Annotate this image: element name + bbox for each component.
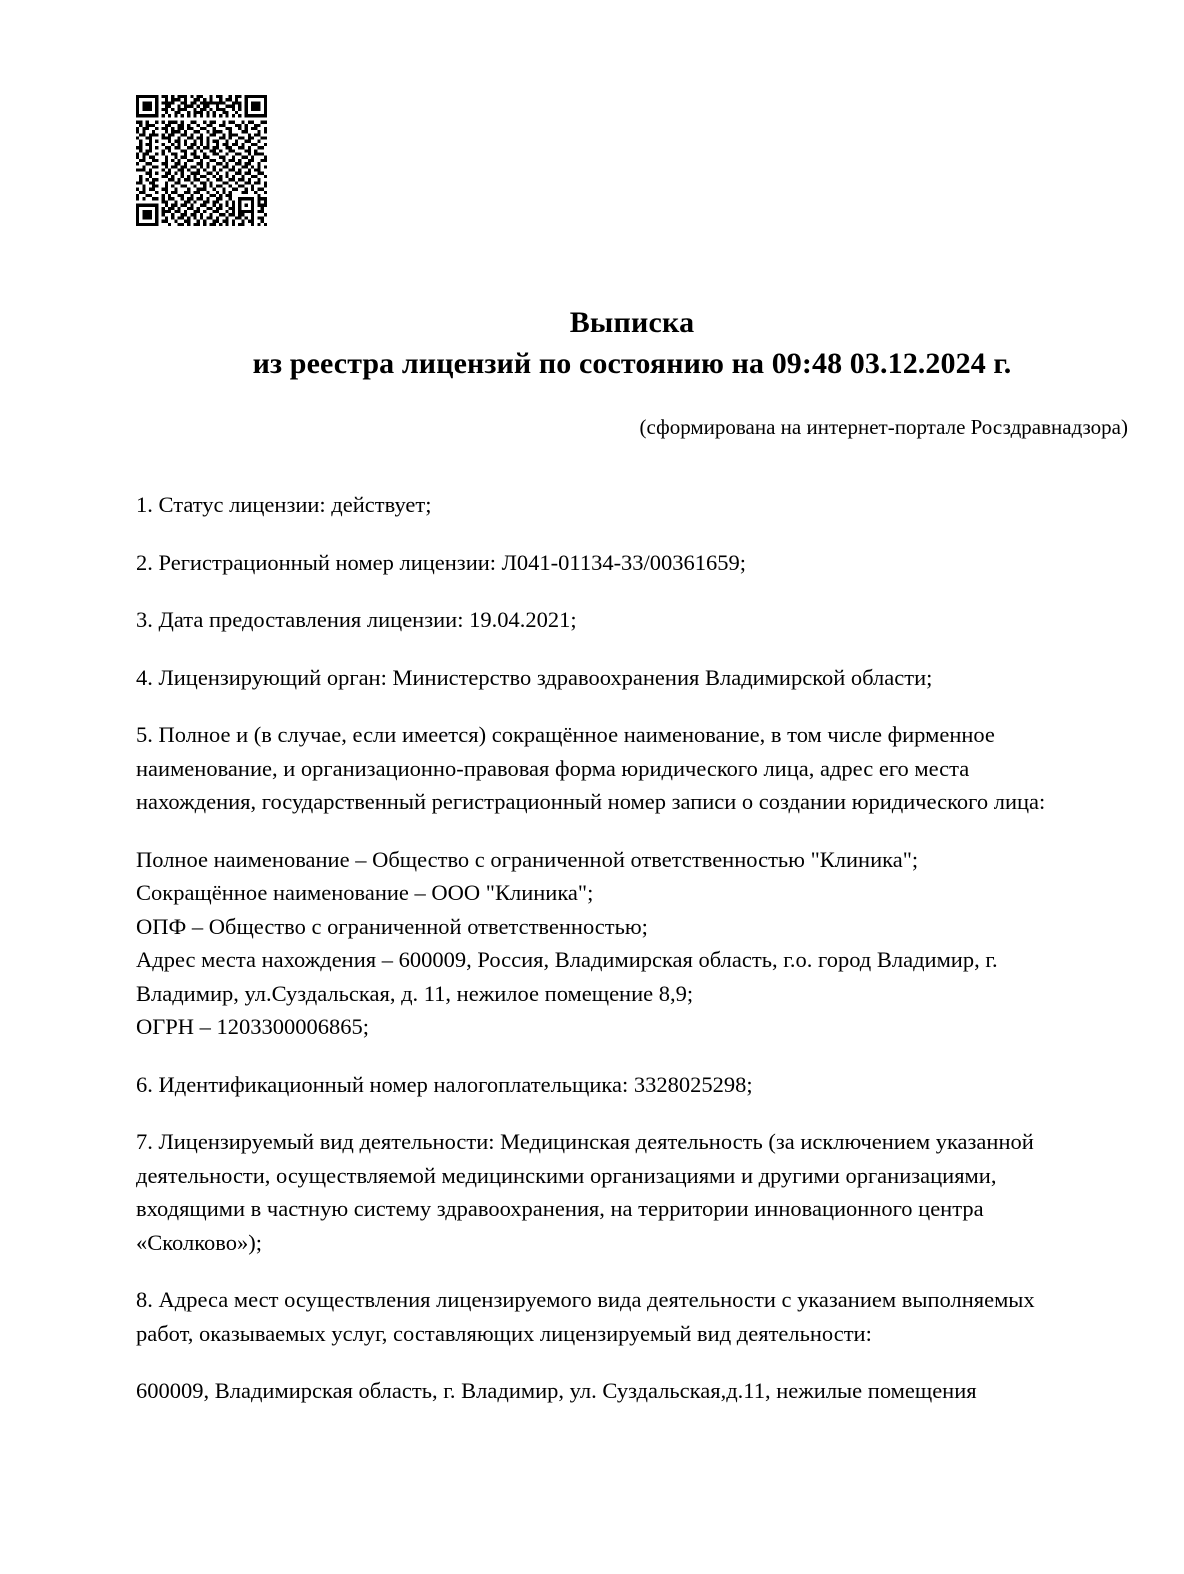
title-line-1: Выписка bbox=[569, 306, 695, 339]
document-body bbox=[136, 488, 1093, 1408]
activity-address-line: 600009, Владимирская область, г. Владимир, ул. Суздальская,д.11, нежилые помещения bbox=[136, 1378, 977, 1403]
item-7-activity-type: 7. Лицензируемый вид деятельности: Медицинская деятельность (за исключением указанной деятельности, осуществляемой медицинскими организациями и другими организациями, входящими в частную систему здравоохранения, на территории инновационного центра «Сколково»); bbox=[136, 1129, 1034, 1255]
qr-code-graphic bbox=[136, 95, 267, 226]
entity-address: Адрес места нахождения – 600009, Россия, Владимирская область, г.о. город Владимир, г. Владимир, ул.Суздальская, д. 11, нежилое помещение 8,9; bbox=[136, 947, 998, 1006]
item-6-inn: 6. Идентификационный номер налогоплательщика: 3328025298; bbox=[136, 1071, 753, 1097]
qr-code[interactable] bbox=[136, 95, 267, 226]
item-3-issue-date: 3. Дата предоставления лицензии: 19.04.2021; bbox=[136, 607, 577, 632]
item-5-entity-names: 5. Полное и (в случае, если имеется) сокращённое наименование, в том числе фирменное наименование, и организационно-правовая форма юридического лица, адрес его места нахождения, государственный регистрационный номер записи о создании юридического лица: bbox=[136, 722, 1046, 814]
title-line-2: из реестра лицензий по состоянию на 09:48 03.12.2024 г. bbox=[252, 347, 1012, 380]
item-4-licensing-authority: 4. Лицензирующий орган: Министерство здравоохранения Владимирской области; bbox=[136, 664, 933, 690]
document-subtitle: (сформирована на интернет-портале Росздравнадзора) bbox=[639, 415, 1128, 439]
entity-ogrn: ОГРН – 1203300006865; bbox=[136, 1014, 370, 1039]
entity-details-block bbox=[136, 843, 1093, 1044]
item-1-status: 1. Статус лицензии: действует; bbox=[136, 492, 432, 517]
item-2-registration-number: 2. Регистрационный номер лицензии: Л041-01134-33/00361659; bbox=[136, 549, 747, 575]
entity-legal-form: ОПФ – Общество с ограниченной ответственностью; bbox=[136, 913, 648, 939]
entity-short-name: Сокращённое наименование – ООО "Клиника"; bbox=[136, 880, 594, 905]
item-8-activity-addresses: 8. Адреса мест осуществления лицензируемого вида деятельности с указанием выполняемых работ, оказываемых услуг, составляющих лицензируемый вид деятельности: bbox=[136, 1287, 1035, 1346]
document-title bbox=[136, 303, 1128, 385]
entity-full-name: Полное наименование – Общество с ограниченной ответственностью "Клиника"; bbox=[136, 846, 919, 872]
